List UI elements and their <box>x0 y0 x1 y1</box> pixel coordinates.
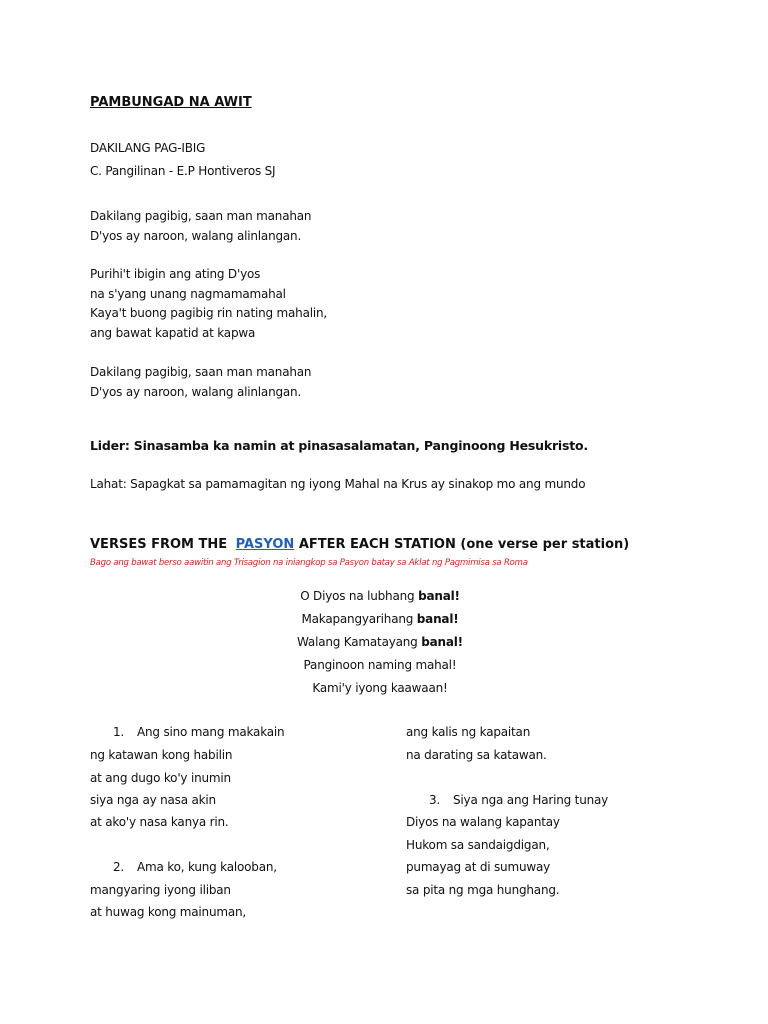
lyric-line: Dakilang pagibig, saan man manahan <box>90 209 312 223</box>
verse-1-first-line <box>113 724 284 740</box>
verse-number: 1. <box>113 725 125 739</box>
trisagion-text: Makapangyarihang <box>301 612 414 626</box>
song-composer: C. Pangilinan - E.P Hontiveros SJ <box>90 164 276 178</box>
verse-line: Siya nga ang Haring tunay <box>453 793 609 807</box>
verse-line: Ang sino mang makakain <box>137 725 285 739</box>
lyric-line: Kaya't buong pagibig rin nating mahalin, <box>90 306 328 320</box>
verse-3-first-line <box>429 792 608 808</box>
trisagion-line <box>230 588 530 604</box>
verse-line: ang kalis ng kapaitan <box>406 725 531 739</box>
verse-line: ng katawan kong habilin <box>90 748 233 762</box>
verse-line: Ama ko, kung kalooban, <box>137 860 277 874</box>
verse-line: Diyos na walang kapantay <box>406 815 560 829</box>
lyric-line: Dakilang pagibig, saan man manahan <box>90 365 312 379</box>
verse-number: 3. <box>429 793 441 807</box>
pasyon-link[interactable]: PASYON <box>235 537 295 552</box>
trisagion-note: Bago ang bawat berso aawitin ang Trisagion na iniangkop sa Pasyon batay sa Aklat ng Pagmimisa sa Roma <box>90 558 528 568</box>
trisagion-line <box>230 680 530 696</box>
trisagion-bold: banal! <box>421 635 463 649</box>
song-title: DAKILANG PAG-IBIG <box>90 141 206 155</box>
section-title: PAMBUNGAD NA AWIT <box>90 95 252 110</box>
trisagion-text: Panginoon naming mahal! <box>303 658 457 672</box>
verse-line: mangyaring iyong iliban <box>90 883 231 897</box>
trisagion-line <box>230 611 530 627</box>
lyric-line: Purihi't ibigin ang ating D'yos <box>90 267 261 281</box>
verses-heading <box>90 537 629 553</box>
trisagion-line <box>230 634 530 650</box>
verses-heading-part2: AFTER EACH STATION (one verse per station) <box>298 537 630 552</box>
verse-line: Hukom sa sandaigdigan, <box>406 838 550 852</box>
trisagion-line <box>230 657 530 673</box>
verse-line: at ang dugo ko'y inumin <box>90 771 231 785</box>
trisagion-text: O Diyos na lubhang <box>300 589 415 603</box>
trisagion-text: Kami'y iyong kaawaan! <box>312 681 448 695</box>
verse-line: at huwag kong mainuman, <box>90 905 247 919</box>
verses-heading-part1: VERSES FROM THE <box>90 537 228 552</box>
verse-line: pumayag at di sumuway <box>406 860 551 874</box>
trisagion-bold: banal! <box>416 612 459 626</box>
verse-line: at ako'y nasa kanya rin. <box>90 815 229 829</box>
lahat-line: Lahat: Sapagkat sa pamamagitan ng iyong Mahal na Krus ay sinakop mo ang mundo <box>90 477 586 491</box>
lyric-line: ang bawat kapatid at kapwa <box>90 326 256 340</box>
trisagion-bold: banal! <box>418 589 460 603</box>
verse-line: na darating sa katawan. <box>406 748 547 762</box>
lyric-line: D'yos ay naroon, walang alinlangan. <box>90 385 302 399</box>
verse-number: 2. <box>113 860 125 874</box>
lider-line: Lider: Sinasamba ka namin at pinasasalamatan, Panginoong Hesukristo. <box>90 438 588 453</box>
verse-line: sa pita ng mga hunghang. <box>406 883 560 897</box>
lyric-line: na s'yang unang nagmamamahal <box>90 287 286 301</box>
verse-line: siya nga ay nasa akin <box>90 793 216 807</box>
trisagion-text: Walang Kamatayang <box>297 635 418 649</box>
verse-2-first-line <box>113 859 277 875</box>
lyric-line: D'yos ay naroon, walang alinlangan. <box>90 229 302 243</box>
